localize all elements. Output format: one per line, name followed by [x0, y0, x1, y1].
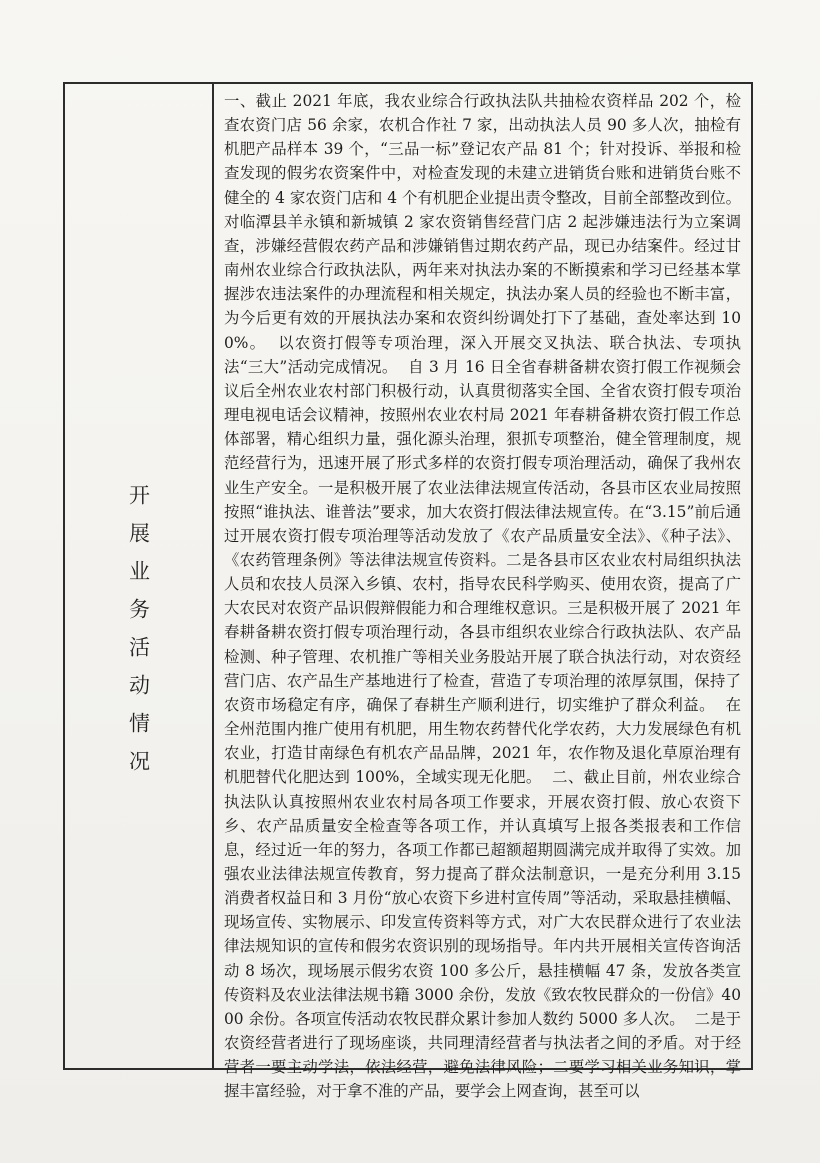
row-label-cell — [65, 84, 214, 1068]
row-content-cell — [214, 84, 751, 1101]
report-form-table — [63, 82, 753, 1101]
activity-report-text: 一、截止 2021 年底，我农业综合行政执法队共抽检农资样品 202 个，检查农资门店 56 余家，农机合作社 7 家，出动执法人员 90 多人次，抽检有机肥产品样本 39 个，“三品一标”登记农产品 81 个；针对投诉、举报和检查发现的假劣农资案件中，对检查发现的未建立进销货台账和进销货台账不健全的 4 家农资门店和 4 个有机肥企业提出责令整改，目前全部整改到位。对临潭县羊永镇和新城镇 2 家农资销售经营门店 2 起涉嫌违法行为立案调查，涉嫌经营假农药产品和涉嫌销售过期农药产品，现已办结案件。经过甘南州农业综合行政执法队，两年来对执法办案的不断摸索和学习已经基本掌握涉农违法案件的办理流程和相关规定，执法办案人员的经验也不断丰富，为今后更有效的开展执法办案和农资纠纷调处打下了基础，查处率达到 100%。 以农资打假等专项治理，深入开展交叉执法、联合执法、专项执法“三大”活动完成情况。 自 3 月 16 日全省春耕备耕农资打假工作视频会议后全州农业农村部门积极行动，认真贯彻落实全国、全省农资打假专项治理电视电话会议精神，按照州农业农村局 2021 年春耕备耕农资打假工作总体部署，精心组织力量，强化源头治理，狠抓专项整治，健全管理制度，规范经营行为，迅速开展了形式多样的农资打假专项治理活动，确保了我州农业生产安全。一是积极开展了农业法律法规宣传活动，各县市区农业局按照按照“谁执法、谁普法”要求，加大农资打假法律法规宣传。在“3.15”前后通过开展农资打假专项治理等活动发放了《农产品质量安全法》、《种子法》、《农药管理条例》等法律法规宣传资料。二是各县市区农业农村局组织执法人员和农技人员深入乡镇、农村，指导农民科学购买、使用农资，提高了广大农民对农资产品识假辩假能力和合理维权意识。三是积极开展了 2021 年春耕备耕农资打假专项治理行动，各县市组织农业综合行政执法队、农产品检测、种子管理、农机推广等相关业务股站开展了联合执法行动，对农资经营门店、农产品生产基地进行了检查，营造了专项治理的浓厚氛围，保持了农资市场稳定有序，确保了春耕生产顺利进行，切实维护了群众利益。 在全州范围内推广使用有机肥，用生物农药替代化学农药，大力发展绿色有机农业，打造甘南绿色有机农产品品牌，2021 年，农作物及退化草原治理有机肥替代化肥达到 100%，全域实现无化肥。 二、截止目前，州农业综合执法队认真按照州农业农村局各项工作要求，开展农资打假、放心农资下乡、农产品质量安全检查等各项工作，并认真填写上报各类报表和工作信息，经过近一年的努力，各项工作都已超额超期圆满完成并取得了实效。加强农业法律法规宣传教育，努力提高了群众法制意识，一是充分利用 3.15 消费者权益日和 3 月份“放心农资下乡进村宣传周”等活动，采取悬挂横幅、现场宣传、实物展示、印发宣传资料等方式，对广大农民群众进行了农业法律法规知识的宣传和假劣农资识别的现场指导。年内共开展相关宣传咨询活动 8 场次，现场展示假劣农资 100 多公斤，悬挂横幅 47 条，发放各类宣传资料及农业法律法规书籍 3000 余份，发放《致农牧民群众的一份信》4000 余份。各项宣传活动农牧民群众累计参加人数约 5000 多人次。 二是于农资经营者进行了现场座谈，共同理清经营者与执法者之间的矛盾。对于经营者一要主动学法，依法经营，避免法律风险；二要学习相关业务知识，掌握丰富经验，对于拿不准的产品，要学会上网查询，甚至可以 — [224, 92, 746, 1101]
row-label: 开展业务活动情况 — [126, 484, 151, 788]
